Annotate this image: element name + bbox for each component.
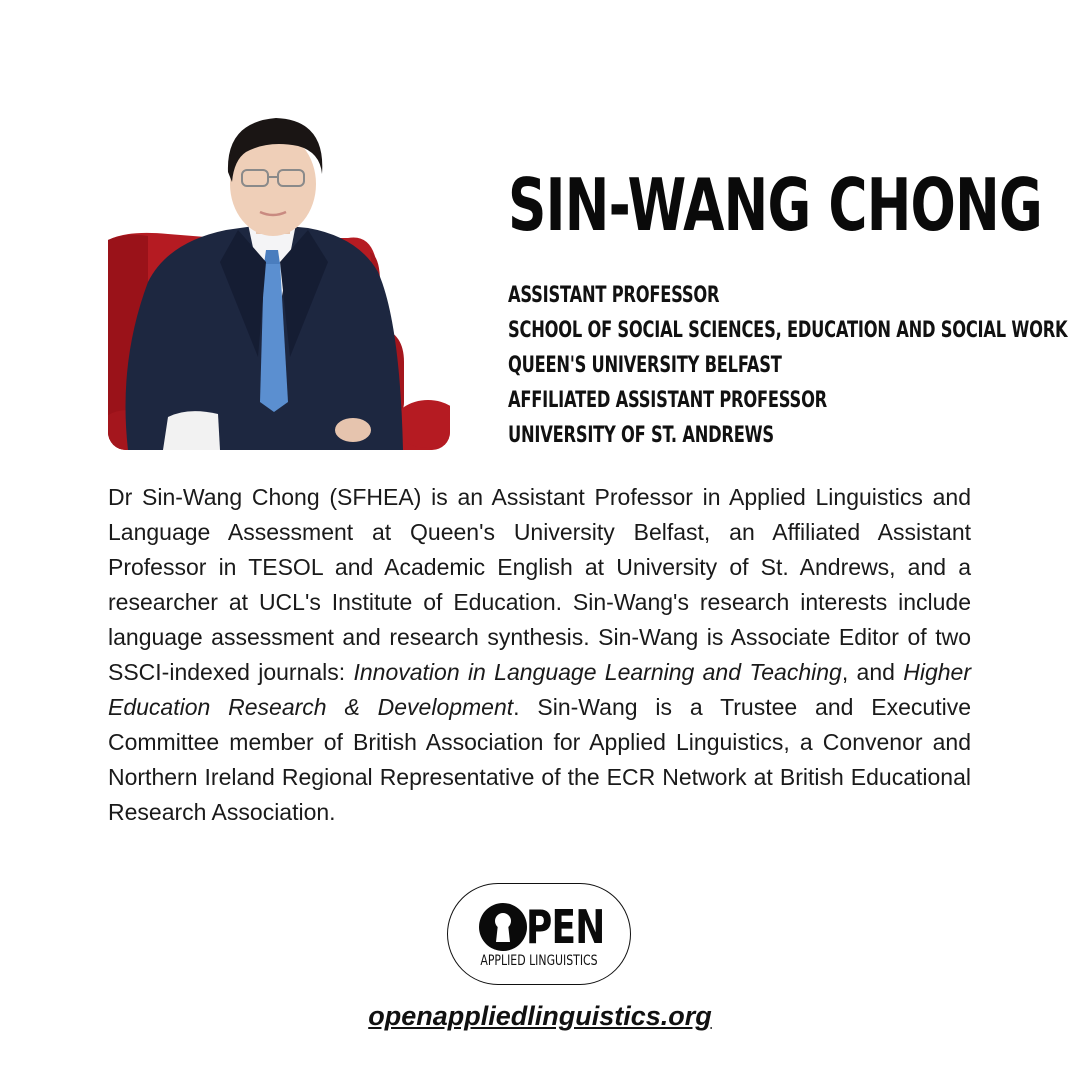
website-link[interactable]: openappliedlinguistics.org [368, 1001, 712, 1031]
title-line: ASSISTANT PROFESSOR [508, 283, 720, 308]
journal-title: Higher Education Research & Development [108, 659, 972, 720]
person-name: SIN-WANG CHONG [508, 163, 1042, 247]
title-line: AFFILIATED ASSISTANT PROFESSOR [508, 388, 827, 413]
title-line: UNIVERSITY OF ST. ANDREWS [508, 423, 774, 448]
biography [108, 480, 971, 830]
logo-word: PEN [526, 900, 605, 954]
bio-text: , and [841, 659, 904, 685]
logo-subtitle: APPLIED LINGUISTICS [480, 953, 598, 969]
profile-photo [108, 112, 450, 450]
person-portrait-icon [108, 112, 450, 450]
title-line: SCHOOL OF SOCIAL SCIENCES, EDUCATION AND SOCIAL WORK [508, 318, 1068, 343]
keyhole-icon [478, 902, 528, 952]
title-list [508, 278, 1067, 453]
bio-text: Dr Sin-Wang Chong (SFHEA) is an Assistant Professor in Applied Linguistics and Language Assessment at Queen's University Belfast, an Affiliated Assistant Professor in TESOL and Academic English at University of St. Andrews, and a researcher at UCL's Institute of Education. Sin-Wang's research interests include language assessment and research synthesis. Sin-Wang is Associate Editor of two SSCI-indexed journals: [108, 484, 971, 685]
open-applied-linguistics-logo [447, 883, 631, 985]
title-line: QUEEN'S UNIVERSITY BELFAST [508, 353, 782, 378]
journal-title: Innovation in Language Learning and Teaching [353, 659, 842, 685]
bio-text: . Sin-Wang is a Trustee and Executive Committee member of British Association for Applied Linguistics, a Convenor and Northern Ireland Regional Representative of the ECR Network at British Educational Research Association. [108, 694, 971, 825]
